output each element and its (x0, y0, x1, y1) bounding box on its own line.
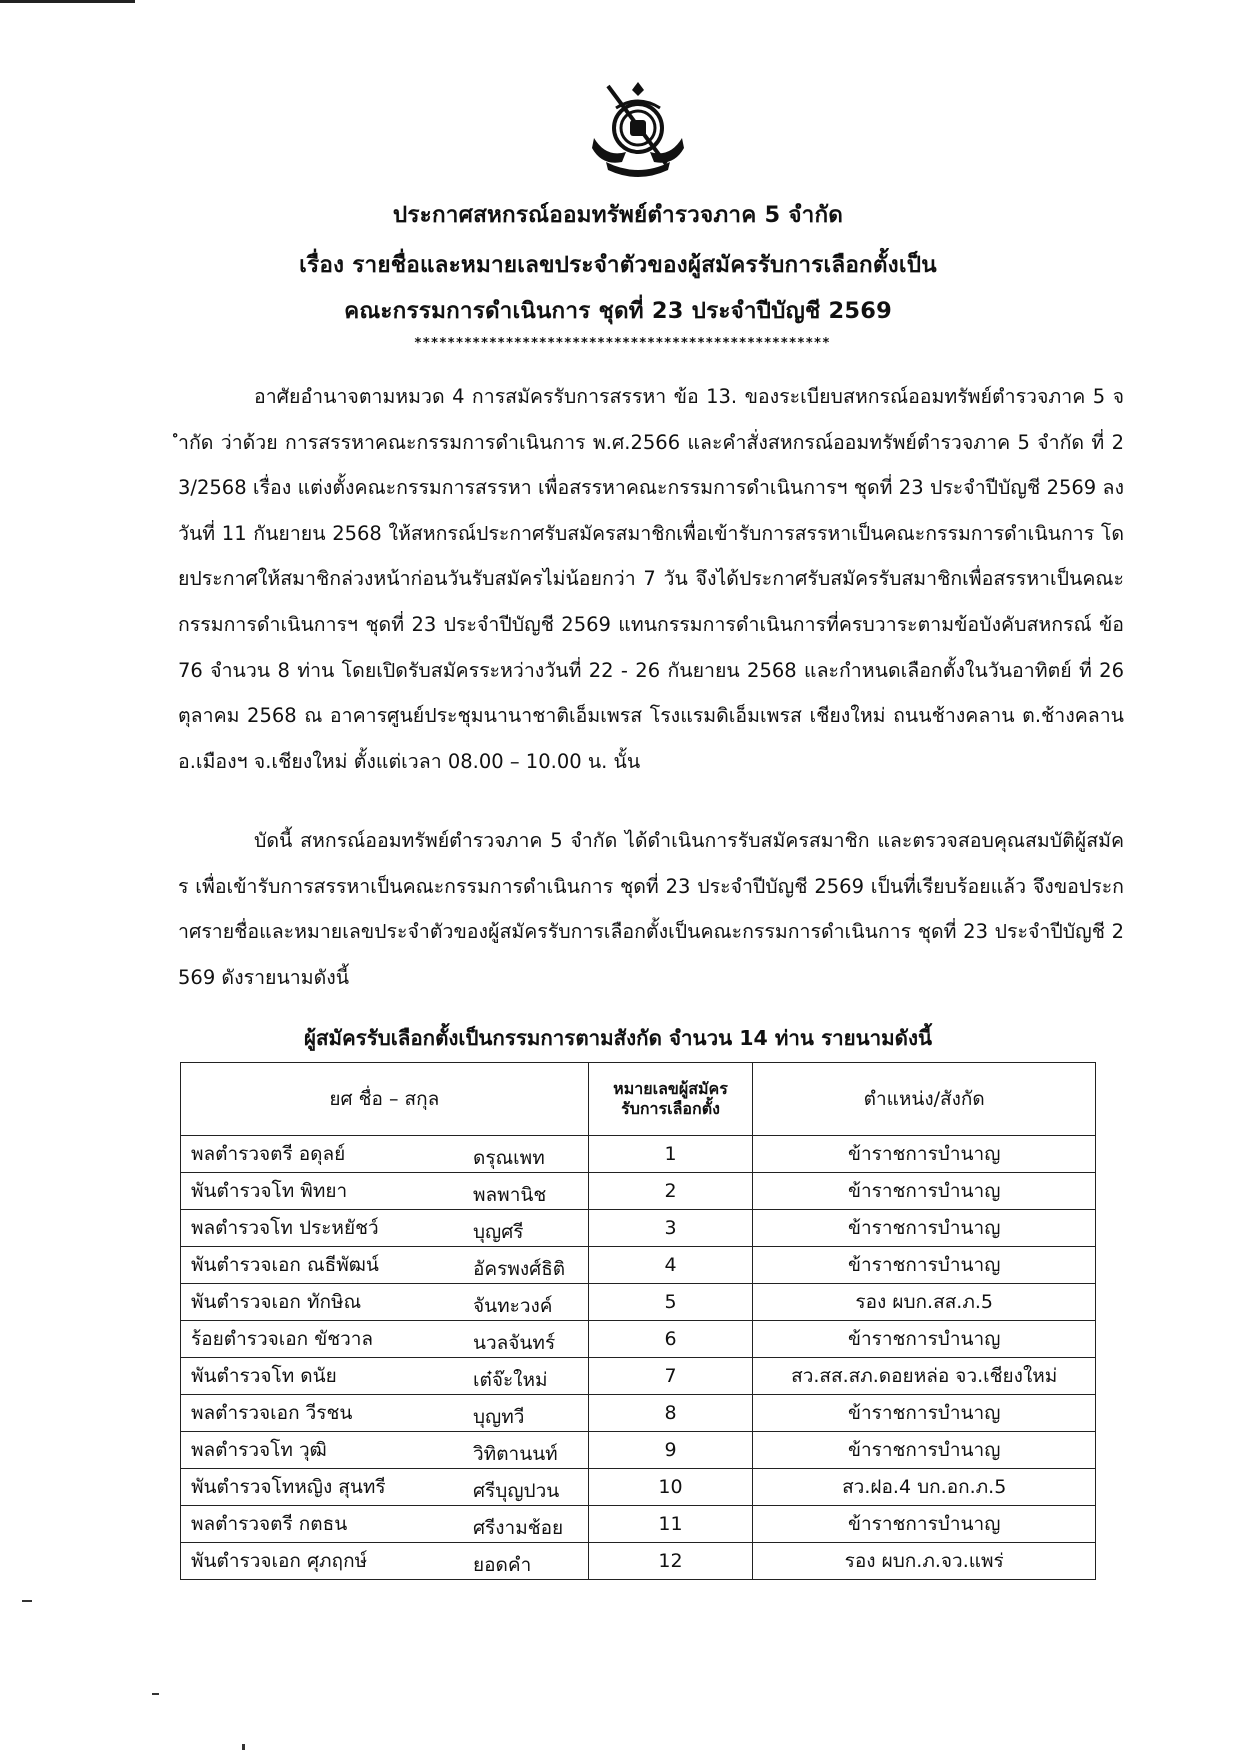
table-row (181, 1173, 1096, 1210)
header-number-line1: หมายเลขผู้สมัคร (613, 1079, 728, 1098)
announcement-subject: เรื่อง รายชื่อและหมายเลขประจำตัวของผู้สมัครรับการเลือกตั้งเป็น (299, 252, 937, 278)
candidates-table (180, 1062, 1096, 1580)
candidate-name-cell (181, 1136, 589, 1173)
table-row (181, 1321, 1096, 1358)
candidate-name-cell (181, 1358, 589, 1395)
candidate-number: 4 (588, 1247, 753, 1284)
candidate-number: 11 (588, 1506, 753, 1543)
candidate-position: ข้าราชการบำนาญ (753, 1395, 1096, 1432)
candidate-surname: บุญศรี (473, 1221, 524, 1243)
candidate-position: ข้าราชการบำนาญ (753, 1432, 1096, 1469)
candidate-surname: ยอดคำ (473, 1554, 532, 1576)
candidate-name: พันตำรวจโทหญิง สุนทรี (191, 1476, 386, 1498)
candidate-name-cell (181, 1469, 589, 1506)
candidate-position: ข้าราชการบำนาญ (753, 1321, 1096, 1358)
candidate-name-cell (181, 1543, 589, 1580)
candidate-number: 2 (588, 1173, 753, 1210)
table-row (181, 1358, 1096, 1395)
candidate-surname: อัครพงศ์ธิติ (473, 1258, 566, 1280)
candidate-name: พลตำรวจโท วุฒิ (191, 1439, 327, 1461)
announcement-title: ประกาศสหกรณ์ออมทรัพย์ตำรวจภาค 5 จำกัด (392, 202, 844, 228)
candidate-name-cell (181, 1173, 589, 1210)
title-separator: ************************************************** (414, 336, 831, 351)
candidate-name: พลตำรวจโท ประหยัชว์ (191, 1217, 379, 1239)
candidate-surname: นวลจันทร์ (473, 1332, 556, 1354)
paragraph-2-text: บัดนี้ สหกรณ์ออมทรัพย์ตำรวจภาค 5 จำกัด ได้ดำเนินการรับสมัครสมาชิก และตรวจสอบคุณสมบัติผู้สมัคร เพื่อเข้ารับการสรรหาเป็นคณะกรรมการดำเนินการ ชุดที่ 23 ประจำปีบัญชี 2569 เป็นที่เรียบร้อยแล้ว จึงขอประกาศรายชื่อและหมายเลขประจำตัวของผู้สมัครรับการเลือกตั้งเป็นคณะกรรมการดำเนินการ ชุดที่ 23 ประจำปีบัญชี 2569 ดังรายนามดังนี้ (178, 829, 1124, 989)
table-row (181, 1247, 1096, 1284)
table-row (181, 1432, 1096, 1469)
candidate-position: สว.ฝอ.4 บก.อก.ภ.5 (753, 1469, 1096, 1506)
candidate-name: ร้อยตำรวจเอก ขัชวาล (191, 1328, 374, 1350)
scan-speck (152, 1693, 159, 1695)
candidate-number: 3 (588, 1210, 753, 1247)
paragraph-1-text: อาศัยอำนาจตามหมวด 4 การสมัครรับการสรรหา ข้อ 13. ของระเบียบสหกรณ์ออมทรัพย์ตำรวจภาค 5 จำกัด ว่าด้วย การสรรหาคณะกรรมการดำเนินการ พ.ศ.2566 และคำสั่งสหกรณ์ออมทรัพย์ตำรวจภาค 5 จำกัด ที่ 23/2568 เรื่อง แต่งตั้งคณะกรรมการสรรหา เพื่อสรรหาคณะกรรมการดำเนินการฯ ชุดที่ 23 ประจำปีบัญชี 2569 ลงวันที่ 11 กันยายน 2568 ให้สหกรณ์ประกาศรับสมัครสมาชิกเพื่อเข้ารับการสรรหาเป็นคณะกรรมการดำเนินการ โดยประกาศให้สมาชิกล่วงหน้าก่อนวันรับสมัครไม่น้อยกว่า 7 วัน จึงได้ประกาศรับสมัครรับสมาชิกเพื่อสรรหาเป็นคณะกรรมการดำเนินการฯ ชุดที่ 23 ประจำปีบัญชี 2569 แทนกรรมการดำเนินการที่ครบวาระตามข้อบังคับสหกรณ์ ข้อ 76 จำนวน 8 ท่าน โดยเปิดรับสมัครระหว่างวันที่ 22 - 26 กันยายน 2568 และกำหนดเลือกตั้งในวันอาทิตย์ ที่ 26 ตุลาคม 2568 ณ อาคารศูนย์ประชุมนานาชาติเอ็มเพรส โรงแรมดิเอ็มเพรส เชียงใหม่ ถนนช้างคลาน ต.ช้างคลาน อ.เมืองฯ จ.เชียงใหม่ ตั้งแต่เวลา 08.00 – 10.00 น. นั้น (178, 385, 1124, 773)
header-name: ยศ ชื่อ – สกุล (181, 1063, 589, 1136)
candidate-name: พันตำรวจโท พิทยา (191, 1180, 348, 1202)
candidate-surname: บุญทวี (473, 1406, 525, 1428)
candidate-position: รอง ผบก.สส.ภ.5 (753, 1284, 1096, 1321)
candidate-name: พลตำรวจเอก วีรชน (191, 1402, 353, 1424)
table-row (181, 1210, 1096, 1247)
candidate-number: 8 (588, 1395, 753, 1432)
candidate-position: ข้าราชการบำนาญ (753, 1210, 1096, 1247)
candidate-surname: เต๋จ๊ะใหม่ (473, 1369, 548, 1391)
candidate-surname: พลพานิช (473, 1184, 547, 1206)
candidate-name: พลตำรวจตรี อดุลย์ (191, 1143, 346, 1165)
table-title: ผู้สมัครรับเลือกตั้งเป็นกรรมการตามสังกัด จำนวน 14 ท่าน รายนามดังนี้ (304, 1026, 932, 1050)
candidate-position: ข้าราชการบำนาญ (753, 1136, 1096, 1173)
candidate-name-cell (181, 1321, 589, 1358)
table-row (181, 1506, 1096, 1543)
candidate-position: ข้าราชการบำนาญ (753, 1173, 1096, 1210)
table-row (181, 1136, 1096, 1173)
table-row (181, 1284, 1096, 1321)
candidate-name: พันตำรวจโท ดนัย (191, 1365, 337, 1387)
candidate-surname: วิทิตานนท์ (473, 1443, 558, 1465)
candidate-position: รอง ผบก.ภ.จว.แพร่ (753, 1543, 1096, 1580)
table-row (181, 1543, 1096, 1580)
header-candidate-number (588, 1063, 753, 1136)
candidate-number: 9 (588, 1432, 753, 1469)
table-row (181, 1469, 1096, 1506)
candidate-number: 6 (588, 1321, 753, 1358)
candidate-name: พันตำรวจเอก ณธีพัฒน์ (191, 1254, 379, 1276)
table-header-row (181, 1063, 1096, 1136)
body-paragraph-2 (178, 818, 1124, 1000)
candidate-name-cell (181, 1210, 589, 1247)
candidate-position: สว.สส.สภ.ดอยหล่อ จว.เชียงใหม่ (753, 1358, 1096, 1395)
candidate-name-cell (181, 1284, 589, 1321)
candidate-name-cell (181, 1247, 589, 1284)
candidate-surname: ศรีบุญปวน (473, 1480, 560, 1502)
candidate-number: 1 (588, 1136, 753, 1173)
candidate-name-cell (181, 1395, 589, 1432)
candidate-number: 7 (588, 1358, 753, 1395)
candidate-surname: จันทะวงค์ (473, 1295, 553, 1317)
candidate-number: 10 (588, 1469, 753, 1506)
candidate-name: พลตำรวจตรี กตธน (191, 1513, 348, 1535)
scan-edge-mark (0, 0, 135, 3)
announcement-committee: คณะกรรมการดำเนินการ ชุดที่ 23 ประจำปีบัญชี 2569 (344, 298, 892, 324)
table-row (181, 1395, 1096, 1432)
body-paragraph-1 (178, 374, 1124, 784)
candidate-name: พันตำรวจเอก ศุภฤกษ์ (191, 1550, 368, 1572)
candidate-surname: ศรีงามช้อย (473, 1517, 564, 1539)
candidate-position: ข้าราชการบำนาญ (753, 1247, 1096, 1284)
scan-speck (242, 1744, 245, 1750)
candidate-name-cell (181, 1432, 589, 1469)
candidate-surname: ดรุณเพท (473, 1147, 545, 1169)
police-cooperative-emblem (586, 78, 690, 184)
candidate-number: 12 (588, 1543, 753, 1580)
header-position: ตำแหน่ง/สังกัด (753, 1063, 1096, 1136)
candidate-name: พันตำรวจเอก ทักษิณ (191, 1291, 362, 1313)
candidate-position: ข้าราชการบำนาญ (753, 1506, 1096, 1543)
header-number-line2: รับการเลือกตั้ง (621, 1099, 720, 1118)
candidate-number: 5 (588, 1284, 753, 1321)
scan-speck (22, 1600, 32, 1602)
candidate-name-cell (181, 1506, 589, 1543)
